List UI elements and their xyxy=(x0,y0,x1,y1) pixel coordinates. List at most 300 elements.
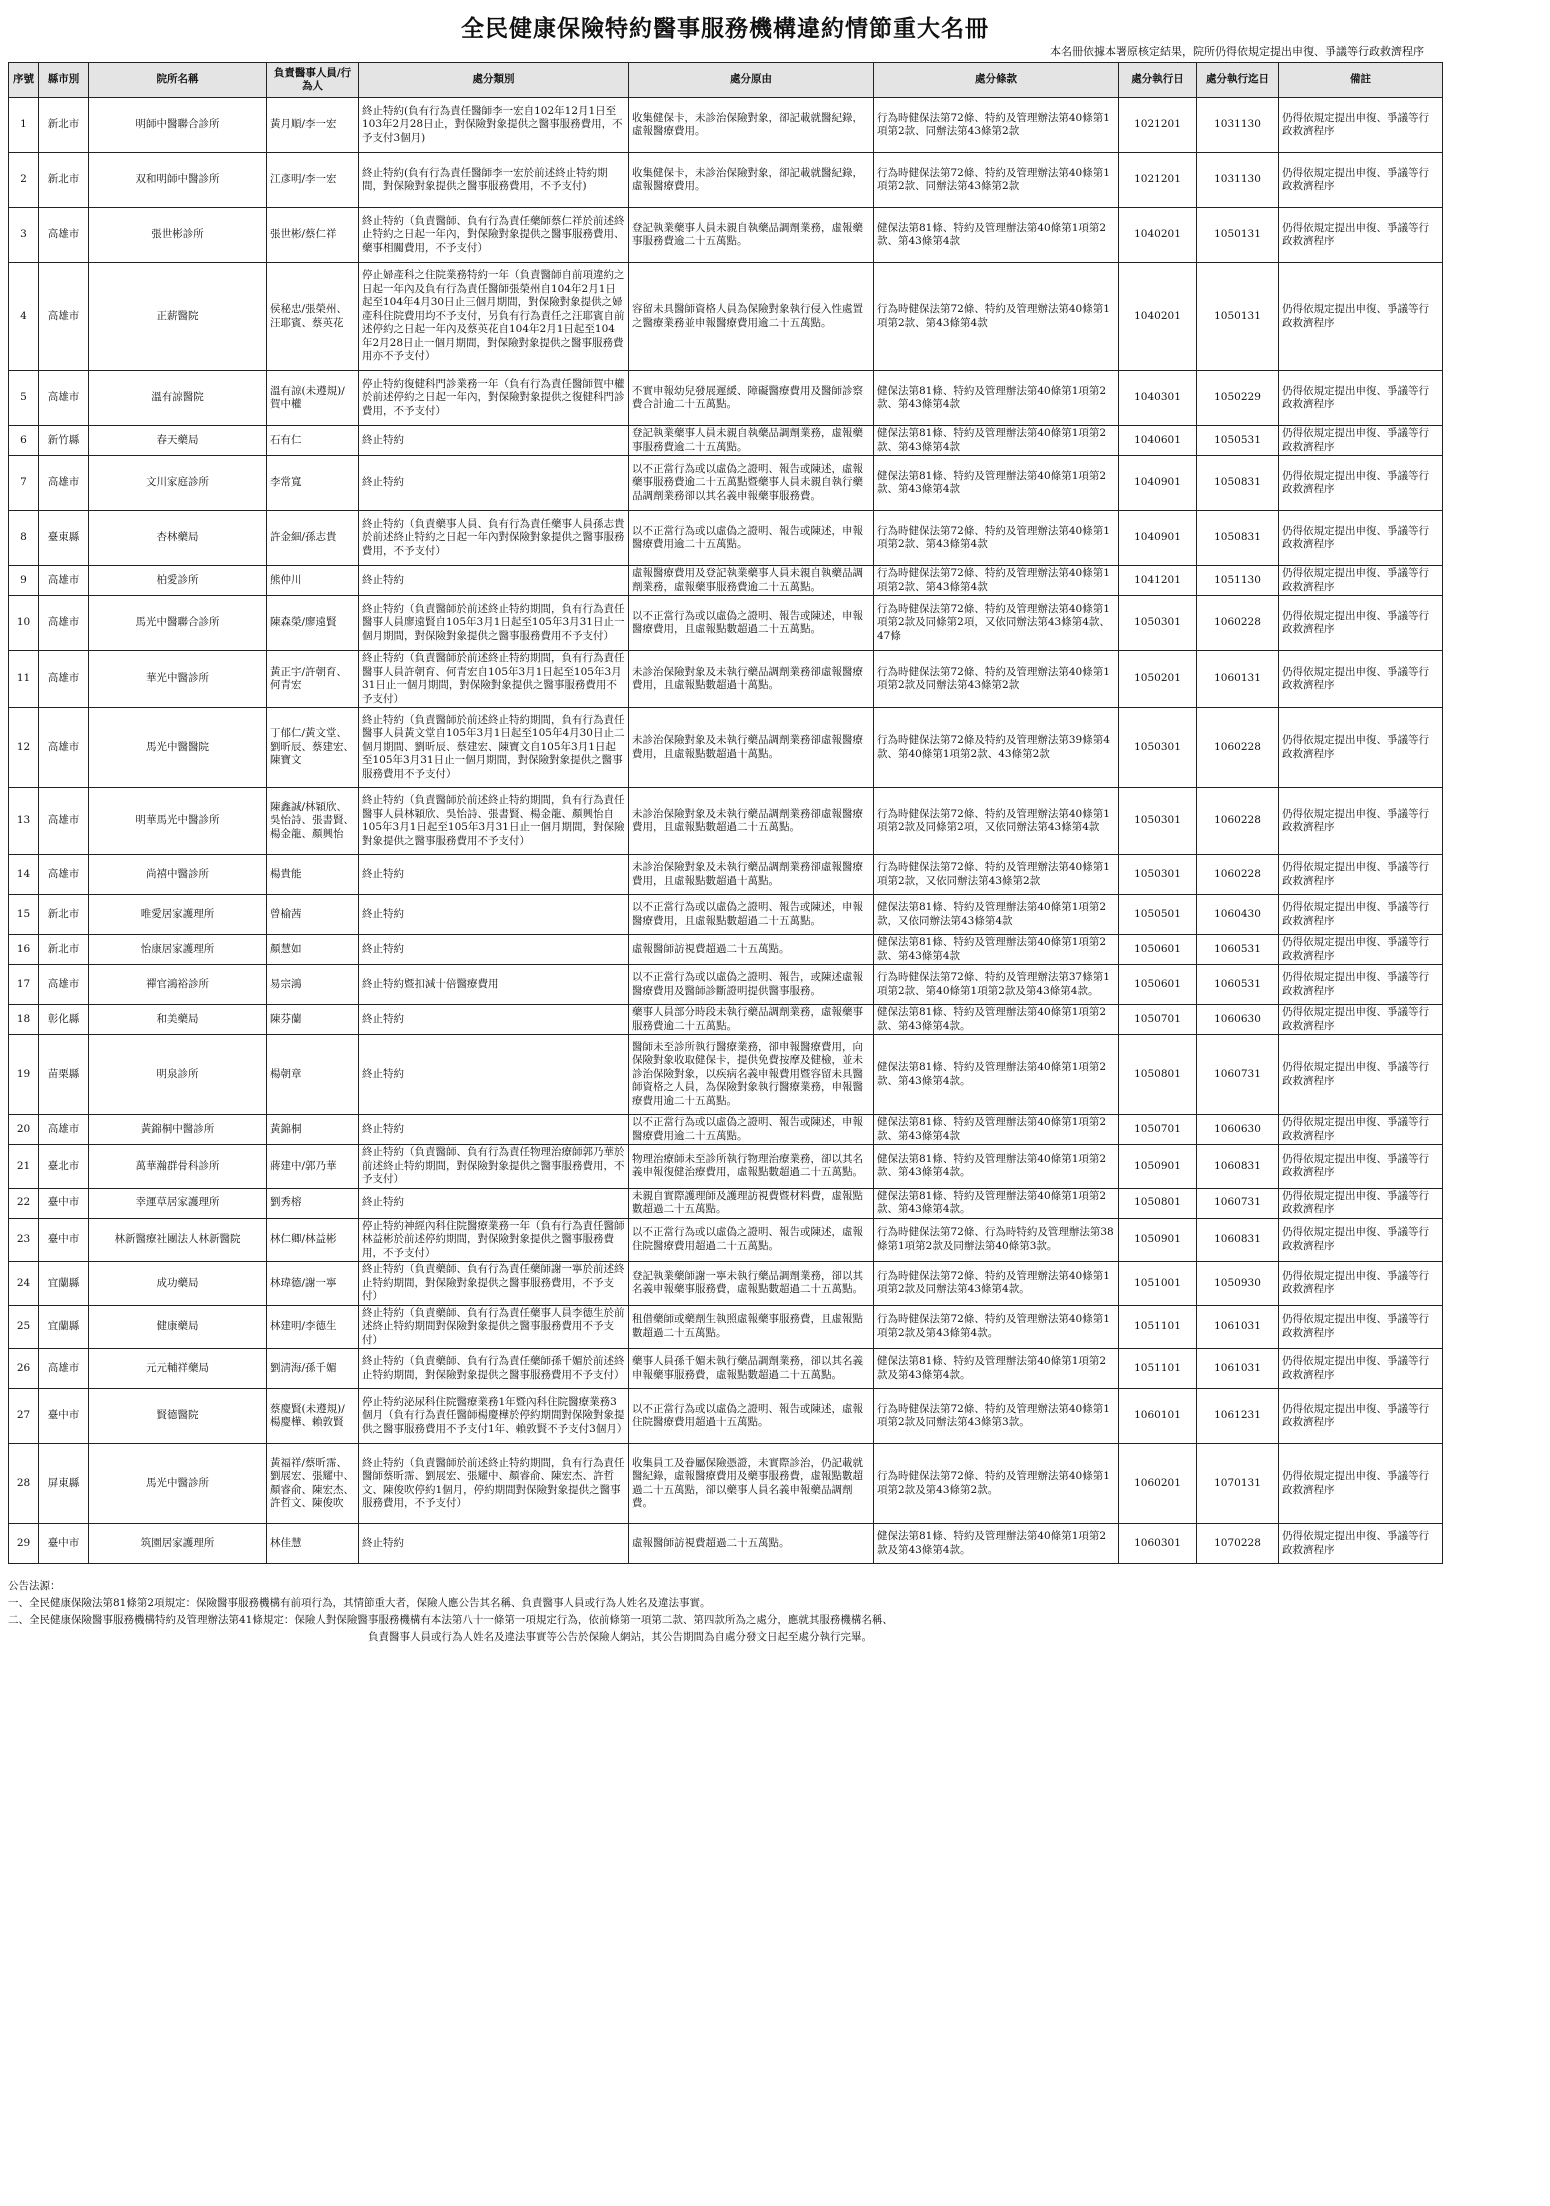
cell-start: 1050601 xyxy=(1119,935,1197,965)
cell-city: 高雄市 xyxy=(39,566,89,596)
cell-end: 1060228 xyxy=(1197,596,1279,651)
cell-end: 1070228 xyxy=(1197,1524,1279,1564)
cell-no: 7 xyxy=(9,456,39,511)
cell-remark: 仍得依規定提出申復、爭議等行政救濟程序 xyxy=(1279,855,1443,895)
cell-remark: 仍得依規定提出申復、爭議等行政救濟程序 xyxy=(1279,1444,1443,1524)
cell-name: 柏愛診所 xyxy=(89,566,267,596)
cell-clause: 行為時健保法第72條、特約及管理辦法第40條第1項第2款及第43條第4款。 xyxy=(874,1305,1119,1349)
cell-no: 14 xyxy=(9,855,39,895)
cell-start: 1050301 xyxy=(1119,855,1197,895)
table-row xyxy=(9,1349,1443,1389)
cell-category: 終止特約 xyxy=(359,935,629,965)
cell-category: 終止特約 xyxy=(359,1005,629,1035)
cell-end: 1060731 xyxy=(1197,1188,1279,1218)
cell-name: 正薪醫院 xyxy=(89,263,267,371)
cell-end: 1031130 xyxy=(1197,153,1279,208)
cell-city: 新北市 xyxy=(39,895,89,935)
cell-remark: 仍得依規定提出申復、爭議等行政救濟程序 xyxy=(1279,208,1443,263)
table-row xyxy=(9,263,1443,371)
cell-name: 張世彬診所 xyxy=(89,208,267,263)
table-row xyxy=(9,456,1443,511)
cell-start: 1050801 xyxy=(1119,1035,1197,1115)
cell-no: 4 xyxy=(9,263,39,371)
cell-reason: 未親自實際護理師及護理訪視費暨材料費，虛報點數超過二十五萬點。 xyxy=(629,1188,874,1218)
cell-person: 林瑋德/謝一寧 xyxy=(267,1262,359,1306)
header-category: 處分類別 xyxy=(359,63,629,98)
cell-remark: 仍得依規定提出申復、爭議等行政救濟程序 xyxy=(1279,1389,1443,1444)
cell-start: 1050801 xyxy=(1119,1188,1197,1218)
table-row xyxy=(9,371,1443,426)
table-row xyxy=(9,511,1443,566)
header-name: 院所名稱 xyxy=(89,63,267,98)
cell-name: 明泉診所 xyxy=(89,1035,267,1115)
cell-reason: 以不正當行為或以虛偽之證明、報告或陳述，申報醫療費用逾二十五萬點。 xyxy=(629,511,874,566)
cell-reason: 未診治保險對象及未執行藥品調劑業務卻虛報醫療費用，且虛報點數超過十萬點。 xyxy=(629,651,874,708)
cell-clause: 健保法第81條、特約及管理辦法第40條第1項第2款、第43條第4款 xyxy=(874,371,1119,426)
cell-remark: 仍得依規定提出申復、爭議等行政救濟程序 xyxy=(1279,263,1443,371)
cell-name: 和美藥局 xyxy=(89,1005,267,1035)
cell-city: 高雄市 xyxy=(39,1349,89,1389)
cell-start: 1041201 xyxy=(1119,566,1197,596)
cell-category: 停止婦產科之住院業務特約一年（負責醫師自前項違約之日起一年內及負有行為責任醫師張榮州自104年2月1日起至104年4月30日止三個月期間，對保險對象提供之婦產科住院費用均不予支付，另負有行為責任之汪耶賓自前述停約之日起一年內及蔡英花自104年2月1日起至104年2月28日止一個月期間，對保險對象提供之醫事服務費用亦不予支付） xyxy=(359,263,629,371)
cell-clause: 健保法第81條、特約及管理辦法第40條第1項第2款、第43條第4款。 xyxy=(874,1145,1119,1189)
cell-reason: 登記執業藥事人員未親自執藥品調劑業務，虛報藥事服務費逾二十五萬點。 xyxy=(629,426,874,456)
cell-no: 27 xyxy=(9,1389,39,1444)
cell-start: 1060201 xyxy=(1119,1444,1197,1524)
cell-city: 高雄市 xyxy=(39,371,89,426)
cell-person: 蔡慶賢(未遵規)/楊慶樺、賴敦賢 xyxy=(267,1389,359,1444)
cell-no: 11 xyxy=(9,651,39,708)
cell-end: 1050531 xyxy=(1197,426,1279,456)
cell-reason: 物理治療師未至診所執行物理治療業務，卻以其名義申報復健治療費用，虛報點數超過二十五萬點。 xyxy=(629,1145,874,1189)
cell-no: 15 xyxy=(9,895,39,935)
cell-reason: 以不正當行為或以虛偽之證明、報告或陳述，虛報住院醫療費用超過十五萬點。 xyxy=(629,1389,874,1444)
cell-name: 林新醫療社團法人林新醫院 xyxy=(89,1218,267,1262)
cell-no: 2 xyxy=(9,153,39,208)
cell-no: 19 xyxy=(9,1035,39,1115)
cell-clause: 健保法第81條、特約及管理辦法第40條第1項第2款、第43條第4款 xyxy=(874,208,1119,263)
cell-no: 16 xyxy=(9,935,39,965)
cell-no: 17 xyxy=(9,965,39,1005)
cell-category: 終止特約 xyxy=(359,566,629,596)
cell-clause: 行為時健保法第72條、行為時特約及管理辦法第38條第1項第2款及同辦法第40條第3款。 xyxy=(874,1218,1119,1262)
notes-line-1: 一、全民健康保險法第81條第2項規定：保險醫事服務機構有前項行為，其情節重大者，保險人應公告其名稱、負責醫事人員或行為人姓名及違法事實。 xyxy=(8,1597,711,1609)
document-title: 全民健康保險特約醫事服務機構違約情節重大名冊 xyxy=(461,15,989,42)
cell-end: 1060430 xyxy=(1197,895,1279,935)
cell-category: 終止特約 xyxy=(359,1035,629,1115)
cell-end: 1050131 xyxy=(1197,208,1279,263)
cell-end: 1050930 xyxy=(1197,1262,1279,1306)
cell-start: 1050701 xyxy=(1119,1115,1197,1145)
cell-start: 1060101 xyxy=(1119,1389,1197,1444)
cell-name: 春天藥局 xyxy=(89,426,267,456)
cell-reason: 未診治保險對象及未執行藥品調劑業務卻虛報醫療費用，且虛報點數超過十萬點。 xyxy=(629,708,874,788)
cell-reason: 收集健保卡，未診治保險對象，卻記載就醫紀錄，虛報醫療費用。 xyxy=(629,153,874,208)
cell-remark: 仍得依規定提出申復、爭議等行政救濟程序 xyxy=(1279,935,1443,965)
cell-remark: 仍得依規定提出申復、爭議等行政救濟程序 xyxy=(1279,1262,1443,1306)
cell-remark: 仍得依規定提出申復、爭議等行政救濟程序 xyxy=(1279,895,1443,935)
cell-reason: 登記執業藥事人員未親自執藥品調劑業務，虛報藥事服務費逾二十五萬點。 xyxy=(629,208,874,263)
cell-city: 高雄市 xyxy=(39,596,89,651)
cell-person: 黃正宇/許朝育、何青宏 xyxy=(267,651,359,708)
cell-name: 明師中醫聯合診所 xyxy=(89,98,267,153)
cell-category: 停止特約神經內科住院醫療業務一年（負有行為責任醫師林益彬於前述停約期間，對保險對象提供之醫事服務費用，不予支付） xyxy=(359,1218,629,1262)
cell-city: 宜蘭縣 xyxy=(39,1262,89,1306)
table-row xyxy=(9,98,1443,153)
cell-end: 1060630 xyxy=(1197,1115,1279,1145)
cell-start: 1050301 xyxy=(1119,788,1197,855)
cell-category: 終止特約 xyxy=(359,1524,629,1564)
cell-clause: 行為時健保法第72條、特約及管理辦法第40條第1項第2款、同辦法第43條第2款 xyxy=(874,153,1119,208)
cell-end: 1060228 xyxy=(1197,708,1279,788)
cell-end: 1060228 xyxy=(1197,788,1279,855)
cell-city: 臺中市 xyxy=(39,1389,89,1444)
table-row xyxy=(9,153,1443,208)
cell-category: 終止特約（負責醫師於前述終止特約期間，負有行為責任醫事人員廖遠賢自105年3月1日起至105年3月31日止一個月期間，對保險對象提供之醫事服務費用不予支付） xyxy=(359,596,629,651)
cell-name: 明華馬光中醫診所 xyxy=(89,788,267,855)
cell-city: 高雄市 xyxy=(39,855,89,895)
cell-category: 終止特約 xyxy=(359,1188,629,1218)
cell-clause: 行為時健保法第72條、特約及管理辦法第40條第1項第2款及同辦法第43條第4款。 xyxy=(874,1262,1119,1306)
cell-end: 1050831 xyxy=(1197,511,1279,566)
table-row xyxy=(9,566,1443,596)
cell-name: 杏林藥局 xyxy=(89,511,267,566)
cell-no: 3 xyxy=(9,208,39,263)
cell-start: 1040301 xyxy=(1119,371,1197,426)
cell-end: 1060831 xyxy=(1197,1145,1279,1189)
cell-city: 宜蘭縣 xyxy=(39,1305,89,1349)
table-row xyxy=(9,1389,1443,1444)
cell-remark: 仍得依規定提出申復、爭議等行政救濟程序 xyxy=(1279,566,1443,596)
cell-end: 1031130 xyxy=(1197,98,1279,153)
cell-remark: 仍得依規定提出申復、爭議等行政救濟程序 xyxy=(1279,708,1443,788)
cell-person: 許金細/孫志貴 xyxy=(267,511,359,566)
cell-name: 賢德醫院 xyxy=(89,1389,267,1444)
cell-reason: 收集健保卡，未診治保險對象，卻記載就醫紀錄，虛報醫療費用。 xyxy=(629,98,874,153)
cell-person: 丁郁仁/黃文堂、劉昕辰、蔡建宏、陳寶文 xyxy=(267,708,359,788)
cell-name: 溫有諒醫院 xyxy=(89,371,267,426)
cell-name: 黃錦桐中醫診所 xyxy=(89,1115,267,1145)
cell-no: 13 xyxy=(9,788,39,855)
cell-remark: 仍得依規定提出申復、爭議等行政救濟程序 xyxy=(1279,511,1443,566)
cell-clause: 健保法第81條、特約及管理辦法第40條第1項第2款及第43條第4款。 xyxy=(874,1524,1119,1564)
table-row xyxy=(9,1444,1443,1524)
cell-person: 黃福祥/蔡昕霈、劉展宏、張耀中、顏睿俞、陳宏杰、許哲文、陳俊吹 xyxy=(267,1444,359,1524)
cell-no: 6 xyxy=(9,426,39,456)
cell-start: 1050901 xyxy=(1119,1145,1197,1189)
table-header-row xyxy=(9,63,1443,98)
table-row xyxy=(9,596,1443,651)
cell-reason: 虛報醫師訪視費超過二十五萬點。 xyxy=(629,935,874,965)
cell-city: 苗栗縣 xyxy=(39,1035,89,1115)
table-row xyxy=(9,708,1443,788)
cell-reason: 虛報醫療費用及登記執業藥事人員未親自執藥品調劑業務，虛報藥事服務費逾二十五萬點。 xyxy=(629,566,874,596)
cell-city: 臺中市 xyxy=(39,1218,89,1262)
cell-name: 唯愛居家護理所 xyxy=(89,895,267,935)
cell-name: 尚禧中醫診所 xyxy=(89,855,267,895)
cell-city: 屏東縣 xyxy=(39,1444,89,1524)
cell-name: 成功藥局 xyxy=(89,1262,267,1306)
violations-table xyxy=(8,62,1443,1564)
cell-city: 高雄市 xyxy=(39,651,89,708)
cell-end: 1060131 xyxy=(1197,651,1279,708)
cell-no: 12 xyxy=(9,708,39,788)
cell-person: 易宗鴻 xyxy=(267,965,359,1005)
cell-person: 林仁卿/林益彬 xyxy=(267,1218,359,1262)
cell-city: 高雄市 xyxy=(39,788,89,855)
cell-person: 楊貴能 xyxy=(267,855,359,895)
cell-reason: 以不正當行為或以虛偽之證明、報告，或陳述虛報醫療費用及醫師診斷證明提供醫事服務。 xyxy=(629,965,874,1005)
cell-end: 1050831 xyxy=(1197,456,1279,511)
cell-name: 馬光中醫聯合診所 xyxy=(89,596,267,651)
cell-remark: 仍得依規定提出申復、爭議等行政救濟程序 xyxy=(1279,1115,1443,1145)
cell-reason: 以不正當行為或以虛偽之證明、報告或陳述，申報醫療費用，且虛報點數超過二十五萬點。 xyxy=(629,895,874,935)
table-row xyxy=(9,426,1443,456)
cell-category: 終止特約 xyxy=(359,426,629,456)
cell-clause: 行為時健保法第72條、特約及管理辦法第40條第1項第2款、第43條第4款 xyxy=(874,263,1119,371)
cell-remark: 仍得依規定提出申復、爭議等行政救濟程序 xyxy=(1279,788,1443,855)
cell-person: 蔣建中/郭乃華 xyxy=(267,1145,359,1189)
cell-no: 29 xyxy=(9,1524,39,1564)
cell-end: 1061031 xyxy=(1197,1305,1279,1349)
cell-remark: 仍得依規定提出申復、爭議等行政救濟程序 xyxy=(1279,98,1443,153)
cell-clause: 行為時健保法第72條、特約及管理辦法第40條第1項第2款，又依同辦法第43條第2款 xyxy=(874,855,1119,895)
cell-city: 臺中市 xyxy=(39,1188,89,1218)
cell-clause: 健保法第81條、特約及管理辦法第40條第1項第2款、第43條第4款 xyxy=(874,1115,1119,1145)
cell-reason: 虛報醫師訪視費超過二十五萬點。 xyxy=(629,1524,874,1564)
cell-no: 18 xyxy=(9,1005,39,1035)
cell-clause: 行為時健保法第72條、特約及管理辦法第40條第1項第2款及同辦法第43條第3款。 xyxy=(874,1389,1119,1444)
cell-clause: 行為時健保法第72條、特約及管理辦法第40條第1項第2款及同辦法第43條第2款 xyxy=(874,651,1119,708)
cell-remark: 仍得依規定提出申復、爭議等行政救濟程序 xyxy=(1279,596,1443,651)
cell-name: 文川家庭診所 xyxy=(89,456,267,511)
document-subtitle: 本名冊依據本署原核定結果，院所仍得依規定提出申復、爭議等行政救濟程序 xyxy=(1050,45,1424,58)
cell-category: 終止特約（負責醫師、負有行為責任藥師蔡仁祥於前述終止特約之日起一年內，對保險對象提供之醫事服務費用、藥事相關費用，不予支付） xyxy=(359,208,629,263)
cell-remark: 仍得依規定提出申復、爭議等行政救濟程序 xyxy=(1279,371,1443,426)
cell-reason: 藥事人員孫千媚未執行藥品調劑業務，卻以其名義申報藥事服務費，虛報點數超過二十五萬點。 xyxy=(629,1349,874,1389)
table-row xyxy=(9,1305,1443,1349)
cell-remark: 仍得依規定提出申復、爭議等行政救濟程序 xyxy=(1279,426,1443,456)
cell-no: 5 xyxy=(9,371,39,426)
cell-name: 禪官鴻裕診所 xyxy=(89,965,267,1005)
cell-clause: 行為時健保法第72條及特約及管理辦法第39條第4款、第40條第1項第2款、43條第2款 xyxy=(874,708,1119,788)
cell-category: 終止特約(負有行為責任醫師李一宏於前述終止特約期間，對保險對象提供之醫事服務費用，不予支付) xyxy=(359,153,629,208)
cell-person: 陳芬蘭 xyxy=(267,1005,359,1035)
cell-clause: 行為時健保法第72條、特約及管理辦法第40條第1項第2款及同條第2項，又依同辦法第43條第4款、47條 xyxy=(874,596,1119,651)
cell-no: 22 xyxy=(9,1188,39,1218)
header-person: 負責醫事人員/行為人 xyxy=(267,63,359,98)
cell-remark: 仍得依規定提出申復、爭議等行政救濟程序 xyxy=(1279,965,1443,1005)
cell-category: 終止特約（負責醫師於前述終止特約期間，負有行為責任醫師蔡昕霈、劉展宏、張耀中、顏睿俞、陳宏杰、許哲文、陳俊吹停約1個月，停約期間對保險對象提供之醫事服務費用，不予支付） xyxy=(359,1444,629,1524)
cell-reason: 以不正當行為或以虛偽之證明、報告或陳述，申報醫療費用，且虛報點數超過二十五萬點。 xyxy=(629,596,874,651)
table-row xyxy=(9,1035,1443,1115)
cell-end: 1051130 xyxy=(1197,566,1279,596)
cell-person: 石有仁 xyxy=(267,426,359,456)
cell-clause: 行為時健保法第72條、特約及管理辦法第40條第1項第2款及第43條第2款。 xyxy=(874,1444,1119,1524)
cell-city: 新北市 xyxy=(39,935,89,965)
cell-person: 李常寬 xyxy=(267,456,359,511)
table-body xyxy=(9,98,1443,1564)
cell-remark: 仍得依規定提出申復、爭議等行政救濟程序 xyxy=(1279,153,1443,208)
cell-clause: 健保法第81條、特約及管理辦法第40條第1項第2款、第43條第4款 xyxy=(874,935,1119,965)
cell-start: 1021201 xyxy=(1119,98,1197,153)
cell-city: 高雄市 xyxy=(39,208,89,263)
cell-reason: 未診治保險對象及未執行藥品調劑業務卻虛報醫療費用，且虛報點數超過二十五萬點。 xyxy=(629,788,874,855)
cell-category: 終止特約(負有行為責任醫師李一宏自102年12月1日至103年2月28日止，對保險對象提供之醫事服務費用，不予支付3個月) xyxy=(359,98,629,153)
cell-city: 新北市 xyxy=(39,98,89,153)
cell-name: 健康藥局 xyxy=(89,1305,267,1349)
table-row xyxy=(9,1262,1443,1306)
cell-end: 1060531 xyxy=(1197,935,1279,965)
cell-person: 林佳慧 xyxy=(267,1524,359,1564)
table-row xyxy=(9,1005,1443,1035)
cell-clause: 健保法第81條、特約及管理辦法第40條第1項第2款、第43條第4款。 xyxy=(874,1188,1119,1218)
cell-remark: 仍得依規定提出申復、爭議等行政救濟程序 xyxy=(1279,1524,1443,1564)
cell-clause: 行為時健保法第72條、特約及管理辦法第40條第1項第2款、第43條第4款 xyxy=(874,566,1119,596)
cell-no: 9 xyxy=(9,566,39,596)
cell-clause: 健保法第81條、特約及管理辦法第40條第1項第2款、第43條第4款。 xyxy=(874,1005,1119,1035)
cell-person: 劉秀榕 xyxy=(267,1188,359,1218)
cell-reason: 租借藥師或藥劑生執照虛報藥事服務費，且虛報點數超過二十五萬點。 xyxy=(629,1305,874,1349)
cell-name: 元元輔祥藥局 xyxy=(89,1349,267,1389)
cell-name: 馬光中醫診所 xyxy=(89,1444,267,1524)
cell-category: 終止特約（負責醫師於前述終止特約期間，負有行為責任醫事人員黃文堂自105年3月1日起至105年4月30日止二個月期間、劉昕辰、蔡建宏、陳寶文自105年3月1日起至105年3月31日止一個月期間，對保險對象提供之醫事服務費用不予支付） xyxy=(359,708,629,788)
cell-person: 劉淸海/孫千媚 xyxy=(267,1349,359,1389)
cell-category: 終止特約 xyxy=(359,895,629,935)
cell-name: 双和明師中醫診所 xyxy=(89,153,267,208)
cell-end: 1050131 xyxy=(1197,263,1279,371)
cell-remark: 仍得依規定提出申復、爭議等行政救濟程序 xyxy=(1279,1218,1443,1262)
cell-remark: 仍得依規定提出申復、爭議等行政救濟程序 xyxy=(1279,1305,1443,1349)
cell-start: 1051101 xyxy=(1119,1305,1197,1349)
cell-remark: 仍得依規定提出申復、爭議等行政救濟程序 xyxy=(1279,1005,1443,1035)
cell-city: 新北市 xyxy=(39,153,89,208)
cell-start: 1051101 xyxy=(1119,1349,1197,1389)
table-row xyxy=(9,965,1443,1005)
cell-name: 筑園居家護理所 xyxy=(89,1524,267,1564)
cell-start: 1040901 xyxy=(1119,456,1197,511)
table-row xyxy=(9,1188,1443,1218)
table-row xyxy=(9,651,1443,708)
cell-clause: 健保法第81條、特約及管理辦法第40條第1項第2款、第43條第4款 xyxy=(874,426,1119,456)
table-row xyxy=(9,1115,1443,1145)
document xyxy=(8,14,1442,1646)
cell-remark: 仍得依規定提出申復、爭議等行政救濟程序 xyxy=(1279,1188,1443,1218)
cell-category: 停止特約復健科門診業務一年（負有行為責任醫師賀中權於前述停約之日起一年內，對保險對象提供之復健科門診費用，不予支付） xyxy=(359,371,629,426)
cell-end: 1060731 xyxy=(1197,1035,1279,1115)
table-row xyxy=(9,935,1443,965)
cell-clause: 健保法第81條、特約及管理辦法第40條第1項第2款、第43條第4款 xyxy=(874,456,1119,511)
cell-category: 終止特約 xyxy=(359,1115,629,1145)
cell-start: 1050301 xyxy=(1119,708,1197,788)
table-row xyxy=(9,855,1443,895)
legal-notes xyxy=(8,1578,1442,1646)
cell-category: 終止特約（負責醫師於前述終止特約期間，負有行為責任醫事人員林穎欣、吳怡詩、張書賢、楊金龍、顏興怡自105年3月1日起至105年3月31日止一個月期間，對保險對象提供之醫事服務費用不予支付） xyxy=(359,788,629,855)
cell-category: 終止特約（負責藥事人員、負有行為責任藥事人員孫志貴於前述終止特約之日起一年內對保險對象提供之醫事服務費用，不予支付） xyxy=(359,511,629,566)
cell-reason: 醫師未至診所執行醫療業務，卻申報醫療費用，向保險對象收取健保卡，提供免費按摩及健檢，並未診治保險對象，以疾病名義申報費用暨容留未具醫師資格之人員，為保險對象執行醫療業務，申報醫療費用逾二十五萬點。 xyxy=(629,1035,874,1115)
notes-heading: 公告法源： xyxy=(8,1580,61,1592)
cell-no: 21 xyxy=(9,1145,39,1189)
cell-reason: 藥事人員部分時段未執行藥品調劑業務，虛報藥事服務費逾二十五萬點。 xyxy=(629,1005,874,1035)
cell-reason: 不實申報幼兒發展遲緩、障礙醫療費用及醫師診察費合計逾二十五萬點。 xyxy=(629,371,874,426)
cell-start: 1050501 xyxy=(1119,895,1197,935)
cell-remark: 仍得依規定提出申復、爭議等行政救濟程序 xyxy=(1279,1349,1443,1389)
cell-start: 1060301 xyxy=(1119,1524,1197,1564)
cell-person: 顏慧如 xyxy=(267,935,359,965)
cell-clause: 行為時健保法第72條、特約及管理辦法第37條第1項第2款、第40條第1項第2款及第43條第4款。 xyxy=(874,965,1119,1005)
cell-person: 曾榆茜 xyxy=(267,895,359,935)
header-clause: 處分條款 xyxy=(874,63,1119,98)
cell-end: 1060531 xyxy=(1197,965,1279,1005)
cell-end: 1060831 xyxy=(1197,1218,1279,1262)
cell-category: 停止特約泌尿科住院醫療業務1年暨內科住院醫療業務3個月（負有行為責任醫師楊慶樺於停約期間對保險對象提供之醫事服務費用不予支付1年、賴敦賢不予支付3個月） xyxy=(359,1389,629,1444)
cell-person: 江彥明/李一宏 xyxy=(267,153,359,208)
cell-person: 楊朝章 xyxy=(267,1035,359,1115)
cell-end: 1070131 xyxy=(1197,1444,1279,1524)
cell-end: 1060630 xyxy=(1197,1005,1279,1035)
cell-start: 1040601 xyxy=(1119,426,1197,456)
cell-start: 1050201 xyxy=(1119,651,1197,708)
cell-city: 臺東縣 xyxy=(39,511,89,566)
cell-person: 熊仲川 xyxy=(267,566,359,596)
cell-no: 28 xyxy=(9,1444,39,1524)
cell-name: 怡康居家護理所 xyxy=(89,935,267,965)
cell-city: 臺北市 xyxy=(39,1145,89,1189)
cell-end: 1061231 xyxy=(1197,1389,1279,1444)
notes-line-3: 負責醫事人員或行為人姓名及違法事實等公告於保險人網站，其公告期間為自處分發文日起至處分執行完畢。 xyxy=(368,1631,872,1643)
cell-end: 1050229 xyxy=(1197,371,1279,426)
cell-city: 臺中市 xyxy=(39,1524,89,1564)
cell-city: 高雄市 xyxy=(39,1115,89,1145)
cell-category: 終止特約（負責藥師、負有行為責任藥師謝一寧於前述終止特約期間，對保險對象提供之醫事服務費用，不予支付） xyxy=(359,1262,629,1306)
cell-end: 1060228 xyxy=(1197,855,1279,895)
cell-person: 侯秘忠/張榮州、汪耶賓、蔡英花 xyxy=(267,263,359,371)
header-no: 序號 xyxy=(9,63,39,98)
cell-category: 終止特約 xyxy=(359,855,629,895)
cell-clause: 健保法第81條、特約及管理辦法第40條第1項第2款及第43條第4款。 xyxy=(874,1349,1119,1389)
cell-city: 高雄市 xyxy=(39,708,89,788)
cell-city: 高雄市 xyxy=(39,456,89,511)
cell-name: 幸運草居家護理所 xyxy=(89,1188,267,1218)
cell-remark: 仍得依規定提出申復、爭議等行政救濟程序 xyxy=(1279,1145,1443,1189)
cell-reason: 登記執業藥師謝一寧未執行藥品調劑業務，卻以其名義申報藥事服務費，虛報點數超過二十五萬點。 xyxy=(629,1262,874,1306)
cell-start: 1040201 xyxy=(1119,208,1197,263)
cell-clause: 健保法第81條、特約及管理辦法第40條第1項第2款、第43條第4款。 xyxy=(874,1035,1119,1115)
header-reason: 處分原由 xyxy=(629,63,874,98)
cell-category: 終止特約（負責醫師、負有行為責任物理治療師郭乃華於前述終止特約期間，對保險對象提供之醫事服務費用，不予支付） xyxy=(359,1145,629,1189)
header-city: 縣市別 xyxy=(39,63,89,98)
cell-start: 1051001 xyxy=(1119,1262,1197,1306)
cell-start: 1040901 xyxy=(1119,511,1197,566)
cell-category: 終止特約（負責藥師、負有行為責任藥師孫千媚於前述終止特約期間，對保險對象提供之醫事服務費用不予支付） xyxy=(359,1349,629,1389)
cell-start: 1040201 xyxy=(1119,263,1197,371)
cell-no: 1 xyxy=(9,98,39,153)
table-row xyxy=(9,1145,1443,1189)
header-end: 處分執行迄日 xyxy=(1197,63,1279,98)
table-row xyxy=(9,788,1443,855)
cell-remark: 仍得依規定提出申復、爭議等行政救濟程序 xyxy=(1279,1035,1443,1115)
cell-category: 終止特約暨扣減十倍醫療費用 xyxy=(359,965,629,1005)
cell-person: 陳鑫誠/林穎欣、吳怡詩、張書賢、楊金龍、顏興怡 xyxy=(267,788,359,855)
cell-reason: 以不正當行為或以虛偽之證明、報告或陳述，虛報藥事服務費逾二十五萬點暨藥事人員未親自執行藥品調劑業務卻以其名義申報藥事服務費。 xyxy=(629,456,874,511)
cell-start: 1050701 xyxy=(1119,1005,1197,1035)
cell-reason: 收集員工及眷屬保險憑證，未實際診治，仍記載就醫紀錄，虛報醫療費用及藥事服務費，虛報點數超過二十五萬點，卻以藥事人員名義申報藥品調劑費。 xyxy=(629,1444,874,1524)
cell-person: 溫有諒(未遵規)/賀中權 xyxy=(267,371,359,426)
header-remark: 備註 xyxy=(1279,63,1443,98)
cell-reason: 以不正當行為或以虛偽之證明、報告或陳述，虛報住院醫療費用超過二十五萬點。 xyxy=(629,1218,874,1262)
cell-city: 新竹縣 xyxy=(39,426,89,456)
cell-clause: 行為時健保法第72條、特約及管理辦法第40條第1項第2款及同條第2項，又依同辦法第43條第4款 xyxy=(874,788,1119,855)
